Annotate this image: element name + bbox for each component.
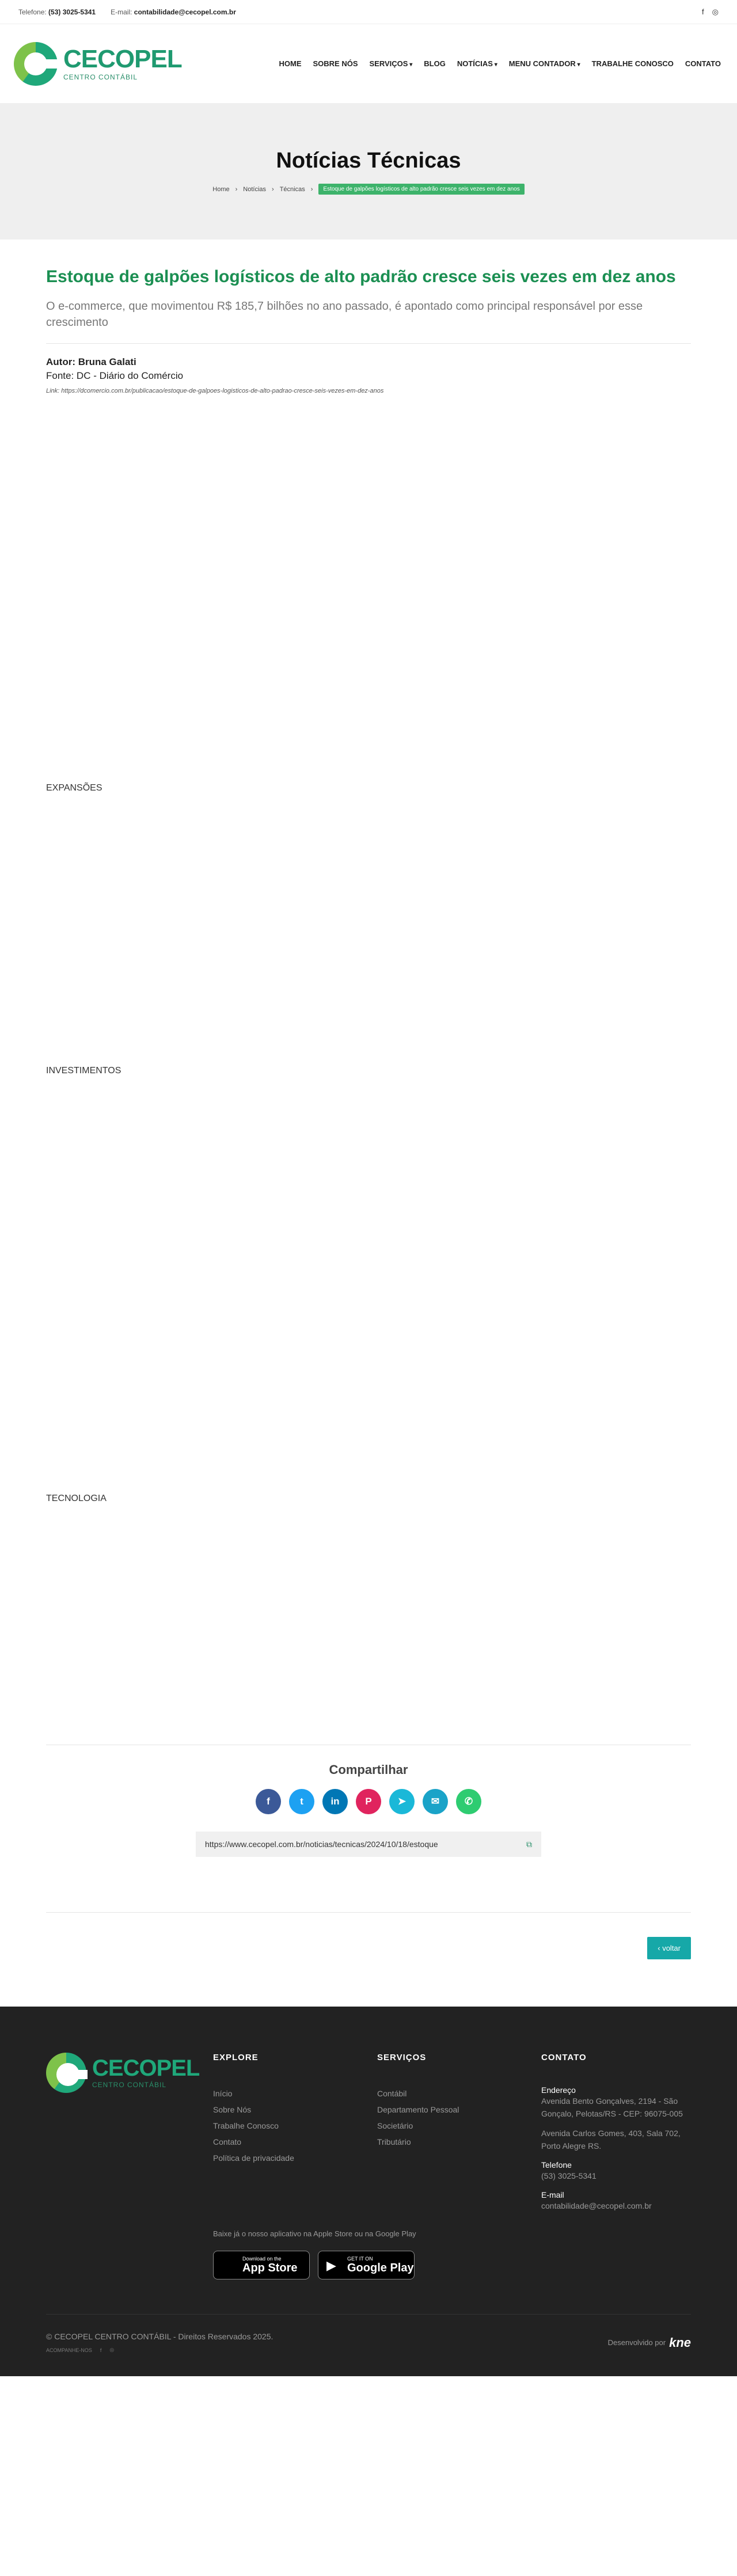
main-nav [279,59,721,68]
article-paragraph [46,1088,691,1129]
twitter-share-icon[interactable]: t [289,1789,314,1814]
article-body [46,408,691,1726]
section-heading: TECNOLOGIA [46,1494,107,1503]
contact-title: CONTATO [541,2053,587,2062]
footer-service-contabil[interactable]: Contábil [377,2089,407,2098]
footer-phone[interactable]: (53) 3025-5341 [541,2171,597,2180]
telegram-share-icon[interactable]: ➤ [389,1789,415,1814]
services-title: SERVIÇOS [377,2053,427,2062]
article-paragraph [46,1426,691,1481]
article-link[interactable]: Link: https://dcomercio.com.br/publicacao/estoque-de-galpoes-logisticos-de-alto-padrao-cresce-seis-vezes-em-dez-anos [46,387,384,394]
page-title: Notícias Técnicas [276,149,461,173]
appstore-small: Download on the [242,2255,282,2262]
article-paragraph [46,678,691,733]
site-footer [0,2007,737,2376]
section-heading: EXPANSÕES [46,783,102,793]
footer-link-inicio[interactable]: Início [213,2089,233,2098]
facebook-icon[interactable]: f [702,7,704,16]
footer-service-tributario[interactable]: Tributário [377,2137,411,2146]
article-subtitle: O e-commerce, que movimentou R$ 185,7 bilhões no ano passado, é apontado como principal responsável por esse crescimento [46,298,691,344]
address: Avenida Bento Gonçalves, 2194 - São Gonçalo, Pelotas/RS - CEP: 96075-005 [541,2096,683,2118]
nav-sobre[interactable]: SOBRE NÓS [313,59,358,68]
article-paragraph [46,408,691,450]
topbar-email[interactable] [111,8,236,16]
article-paragraph [46,1205,691,1233]
article-paragraph [46,512,691,539]
nav-noticias[interactable]: NOTÍCIAS ▾ [457,59,497,68]
breadcrumb-separator-icon: › [235,185,238,193]
article-paragraph [46,1515,691,1557]
nav-blog[interactable]: BLOG [424,59,446,68]
logo-mark-icon [46,2053,86,2093]
explore-title: EXPLORE [213,2053,259,2062]
breadcrumb-separator-icon: › [310,185,313,193]
share-url-box[interactable] [196,1832,541,1857]
nav-servicos[interactable]: SERVIÇOS ▾ [370,59,413,68]
dev-logo: kne [669,2335,691,2350]
footer-email-label: E-mail [541,2190,564,2199]
phone-value: (53) 3025-5341 [48,7,96,16]
article-paragraph [46,1374,691,1416]
logo-subtitle: CENTRO CONTÁBIL [63,73,138,81]
footer-service-societario[interactable]: Societário [377,2121,413,2130]
phone-label: Telefone: [18,7,47,16]
footer-link-privacidade[interactable]: Política de privacidade [213,2153,294,2163]
article-paragraph [46,588,691,615]
article-paragraph [46,1139,691,1195]
breadcrumb [212,184,524,195]
email-value: contabilidade@cecopel.com.br [134,7,236,16]
appstore-big: App Store [242,2261,298,2274]
copy-icon[interactable]: ⧉ [526,1839,532,1849]
logo-subtitle: CENTRO CONTÁBIL [92,2081,167,2089]
article-paragraph [46,909,691,950]
address-label: Endereço [541,2085,576,2095]
article-source: Fonte: DC - Diário do Comércio [46,370,184,381]
breadcrumb-current: Estoque de galpões logísticos de alto padrão cresce seis vezes em dez anos [318,184,524,195]
nav-menu-contador[interactable]: MENU CONTADOR ▾ [509,59,580,68]
breadcrumb-tecnicas[interactable]: Técnicas [279,185,305,193]
breadcrumb-noticias[interactable]: Notícias [243,185,267,193]
logo-name: CECOPEL [63,44,182,73]
address-2: Avenida Carlos Gomes, 403, Sala 702, Porto Alegre RS. [541,2129,681,2151]
footer-service-dp[interactable]: Departamento Pessoal [377,2105,459,2114]
dev-label: Desenvolvido por [607,2338,666,2347]
article-paragraph [46,743,691,771]
breadcrumb-separator-icon: › [272,185,274,193]
app-store-button[interactable] [213,2251,310,2279]
section-heading: INVESTIMENTOS [46,1066,121,1076]
page-hero [0,104,737,240]
instagram-icon[interactable]: ◎ [109,2347,115,2353]
article-paragraph [46,871,691,898]
site-logo[interactable] [14,42,182,86]
footer-link-sobre[interactable]: Sobre Nós [213,2105,252,2114]
site-header [0,24,737,104]
instagram-icon[interactable]: ◎ [712,7,719,16]
article-paragraph [46,1012,691,1054]
article-paragraph [46,805,691,860]
follow-label: ACOMPANHE-NOS [46,2347,92,2353]
breadcrumb-home[interactable]: Home [212,185,230,193]
google-play-icon: ▶ [326,2258,336,2273]
footer-link-contato[interactable]: Contato [213,2137,242,2146]
copyright: © CECOPEL CENTRO CONTÁBIL - Direitos Reservados 2025. [46,2332,273,2341]
article-paragraph [46,1243,691,1298]
footer-phone-label: Telefone [541,2160,572,2170]
nav-trabalhe[interactable]: TRABALHE CONOSCO [591,59,674,68]
gplay-small: GET IT ON [347,2255,373,2262]
share-section [46,1745,691,1857]
whatsapp-share-icon[interactable]: ✆ [456,1789,481,1814]
article-paragraph [46,550,691,577]
share-url: https://www.cecopel.com.br/noticias/tecnicas/2024/10/18/estoque [205,1840,438,1849]
linkedin-share-icon[interactable]: in [322,1789,348,1814]
gplay-big: Google Play [347,2261,414,2274]
footer-email[interactable]: contabilidade@cecopel.com.br [541,2201,652,2210]
article-paragraph [46,460,691,501]
back-button[interactable]: ‹ voltar [647,1937,691,1959]
developer-credit[interactable] [608,2335,691,2350]
article-author: Autor: Bruna Galati [46,356,136,367]
email-share-icon[interactable]: ✉ [423,1789,448,1814]
share-title: Compartilhar [329,1762,408,1777]
top-bar [0,0,737,24]
logo-name: CECOPEL [92,2056,200,2081]
footer-link-trabalhe[interactable]: Trabalhe Conosco [213,2121,279,2130]
email-label: E-mail: [111,7,132,16]
nav-contato[interactable]: CONTATO [685,59,721,68]
nav-home[interactable]: HOME [279,59,302,68]
article-paragraph [46,1567,691,1609]
article-paragraph [46,1685,691,1726]
pinterest-share-icon[interactable]: P [356,1789,381,1814]
logo-mark-icon [14,42,58,86]
article [46,240,691,1959]
article-title: Estoque de galpões logísticos de alto padrão cresce seis vezes em dez anos [46,267,676,286]
footer-logo[interactable] [46,2053,213,2093]
back-label: voltar [662,1944,681,1952]
google-play-button[interactable] [318,2251,415,2279]
facebook-icon[interactable]: f [100,2347,102,2353]
article-paragraph [46,960,691,1002]
article-paragraph [46,1619,691,1674]
facebook-share-icon[interactable]: f [256,1789,281,1814]
apps-text: Baixe já o nosso aplicativo na Apple Store ou na Google Play [213,2229,416,2238]
article-paragraph [46,626,691,667]
article-paragraph [46,1309,691,1364]
topbar-phone[interactable] [18,8,96,16]
